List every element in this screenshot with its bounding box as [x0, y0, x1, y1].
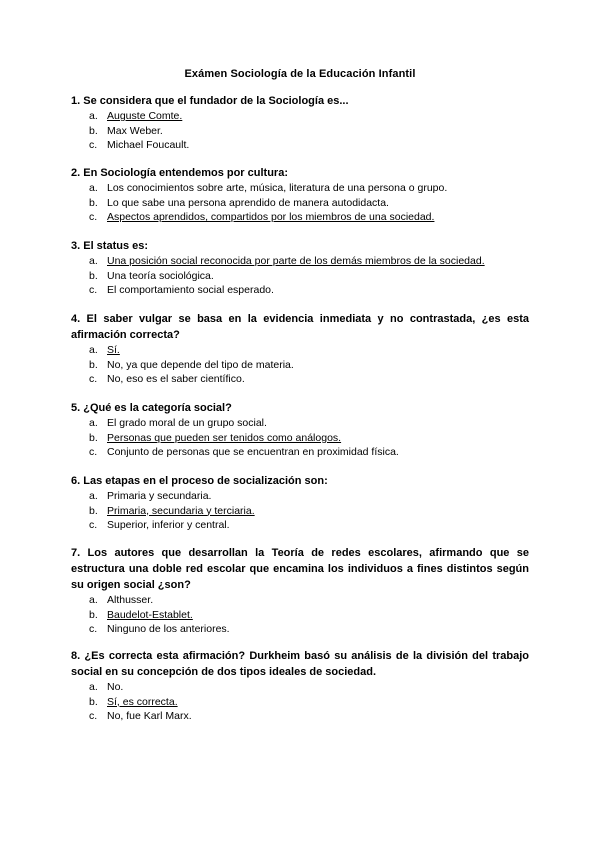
- option-text: Una teoría sociológica.: [107, 269, 214, 282]
- question-4: [71, 311, 529, 387]
- option-letter: a.: [89, 344, 98, 356]
- option-letter: a.: [89, 417, 98, 429]
- option-c: [71, 518, 529, 533]
- option-b: [71, 269, 529, 284]
- option-a: [71, 489, 529, 504]
- question-text: 3. El status es:: [71, 240, 149, 252]
- option-list: [71, 343, 529, 387]
- option-c: [71, 138, 529, 153]
- option-text: Max Weber.: [107, 124, 163, 137]
- option-b: [71, 695, 529, 710]
- option-c: [71, 445, 529, 460]
- option-text: No, fue Karl Marx.: [107, 710, 192, 722]
- option-list: [71, 416, 529, 460]
- option-letter: c.: [89, 284, 98, 296]
- option-b: [71, 196, 529, 211]
- option-letter: a.: [89, 594, 98, 606]
- option-text: Lo que sabe una persona aprendido de manera autodidacta.: [107, 196, 389, 209]
- question-text: 6. Las etapas en el proceso de socialización son:: [71, 475, 328, 487]
- option-b: [71, 608, 529, 623]
- option-text: Althusser.: [107, 594, 154, 606]
- option-letter: a.: [89, 681, 98, 693]
- option-letter: c.: [89, 446, 98, 458]
- option-b: [71, 431, 529, 446]
- question-5: [71, 400, 529, 460]
- question-7: [71, 545, 529, 637]
- option-text-correct: Auguste Comte.: [107, 110, 183, 122]
- option-text-correct: Sí, es correcta.: [107, 695, 178, 708]
- option-a: [71, 343, 529, 358]
- question-text: 8. ¿Es correcta esta afirmación? Durkheim basó su análisis de la división del trabajo social en su concepción de dos tipos ideales de sociedad.: [71, 650, 529, 678]
- option-letter: c.: [89, 710, 98, 722]
- option-a: [71, 254, 529, 269]
- option-c: [71, 622, 529, 637]
- option-text-correct: Baudelot-Establet.: [107, 608, 193, 621]
- option-list: [71, 489, 529, 533]
- question-text: 4. El saber vulgar se basa en la evidencia inmediata y no contrastada, ¿es esta afirmación correcta?: [71, 313, 529, 341]
- option-list: [71, 181, 529, 225]
- option-list: [71, 680, 529, 724]
- option-letter: c.: [89, 623, 98, 635]
- option-letter: a.: [89, 110, 98, 122]
- option-c: [71, 283, 529, 298]
- option-text-correct: Sí.: [107, 344, 120, 356]
- option-text-correct: Una posición social reconocida por parte de los demás miembros de la sociedad.: [107, 255, 485, 267]
- option-b: [71, 504, 529, 519]
- option-letter: c.: [89, 211, 98, 223]
- option-letter: a.: [89, 255, 98, 267]
- option-c: [71, 709, 529, 724]
- option-a: [71, 593, 529, 608]
- option-text: El grado moral de un grupo social.: [107, 417, 267, 429]
- question-3: [71, 238, 529, 298]
- option-letter: b.: [89, 504, 98, 517]
- option-a: [71, 680, 529, 695]
- question-text: 7. Los autores que desarrollan la Teoría de redes escolares, afirmando que se estructura una doble red escolar que encamina los individuos a fines distintos según su origen social ¿son?: [71, 547, 529, 591]
- question-text: 1. Se considera que el fundador de la Sociología es...: [71, 95, 349, 107]
- option-text: El comportamiento social esperado.: [107, 284, 274, 296]
- option-letter: b.: [89, 269, 98, 282]
- option-text: No, eso es el saber científico.: [107, 373, 245, 385]
- option-text: No.: [107, 681, 124, 693]
- option-letter: b.: [89, 196, 98, 209]
- option-text: Michael Foucault.: [107, 139, 190, 151]
- question-1: [71, 93, 529, 153]
- option-letter: a.: [89, 490, 98, 502]
- option-list: [71, 254, 529, 298]
- question-2: [71, 165, 529, 225]
- option-text-correct: Aspectos aprendidos, compartidos por los miembros de una sociedad.: [107, 211, 435, 223]
- option-text: Primaria y secundaria.: [107, 490, 212, 502]
- question-text: 5. ¿Qué es la categoría social?: [71, 402, 232, 414]
- option-list: [71, 593, 529, 637]
- option-a: [71, 181, 529, 196]
- option-b: [71, 358, 529, 373]
- option-b: [71, 124, 529, 139]
- option-a: [71, 416, 529, 431]
- option-text: No, ya que depende del tipo de materia.: [107, 358, 294, 371]
- option-text-correct: Personas que pueden ser tenidos como análogos.: [107, 431, 342, 444]
- option-letter: b.: [89, 608, 98, 621]
- option-letter: c.: [89, 519, 98, 531]
- option-c: [71, 372, 529, 387]
- option-text: Ninguno de los anteriores.: [107, 623, 230, 635]
- option-letter: b.: [89, 124, 98, 137]
- option-c: [71, 210, 529, 225]
- question-8: [71, 648, 529, 724]
- option-list: [71, 109, 529, 153]
- option-text: Conjunto de personas que se encuentran en proximidad física.: [107, 446, 399, 458]
- option-letter: c.: [89, 139, 98, 151]
- option-letter: b.: [89, 695, 98, 708]
- option-text: Superior, inferior y central.: [107, 519, 230, 531]
- option-a: [71, 109, 529, 124]
- question-text: 2. En Sociología entendemos por cultura:: [71, 167, 288, 179]
- option-letter: b.: [89, 431, 98, 444]
- option-letter: b.: [89, 358, 98, 371]
- option-letter: a.: [89, 182, 98, 194]
- option-text: Los conocimientos sobre arte, música, literatura de una persona o grupo.: [107, 182, 448, 194]
- question-6: [71, 473, 529, 533]
- option-text-correct: Primaria, secundaria y terciaria.: [107, 504, 255, 517]
- page-title: Exámen Sociología de la Educación Infantil: [184, 68, 416, 80]
- option-letter: c.: [89, 373, 98, 385]
